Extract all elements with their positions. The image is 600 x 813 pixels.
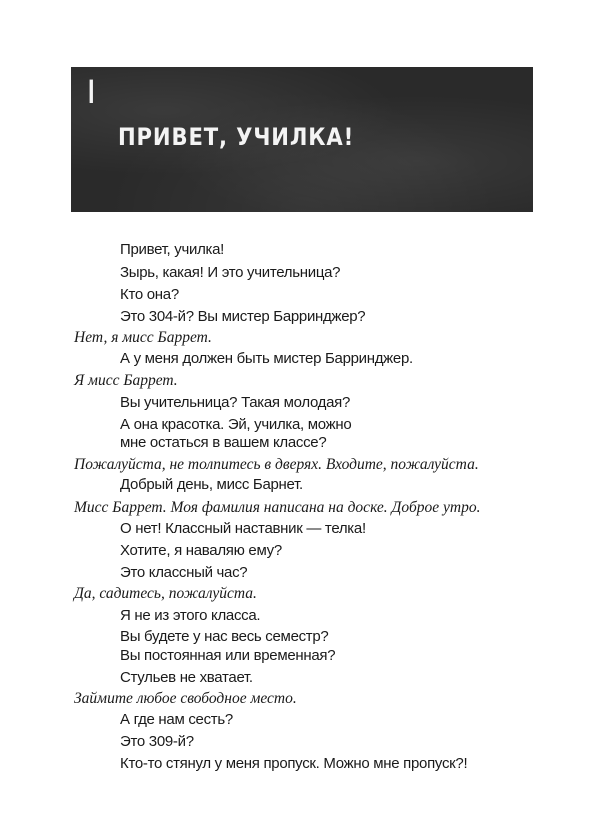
- dialogue-line: Зырь, какая! И это учительница?: [120, 264, 341, 281]
- dialogue-line: Кто она?: [120, 286, 179, 303]
- dialogue-line: Это 309-й?: [120, 733, 194, 750]
- dialogue-line: Привет, училка!: [120, 241, 225, 258]
- dialogue-line: Я не из этого класса.: [120, 607, 261, 624]
- dialogue-line: Да, садитесь, пожалуйста.: [74, 585, 257, 602]
- dialogue-line: А у меня должен быть мистер Барринджер.: [120, 350, 413, 367]
- dialogue-line: Мисс Баррет. Моя фамилия написана на доске. Доброе утро.: [74, 499, 481, 516]
- dialogue-line: О нет! Классный наставник — телка!: [120, 520, 366, 537]
- dialogue-line: Займите любое свободное место.: [74, 690, 297, 707]
- dialogue-line: мне остаться в вашем классе?: [120, 434, 327, 451]
- dialogue-line: Добрый день, мисс Барнет.: [120, 476, 303, 493]
- dialogue-line: Стульев не хватает.: [120, 669, 253, 686]
- dialogue-line: Кто-то стянул у меня пропуск. Можно мне пропуск?!: [120, 755, 468, 772]
- dialogue-line: Я мисс Баррет.: [74, 372, 178, 389]
- dialogue-line: Пожалуйста, не толпитесь в дверях. Входите, пожалуйста.: [74, 456, 479, 473]
- dialogue-line: Нет, я мисс Баррет.: [74, 329, 212, 346]
- dialogue-line: Вы учительница? Такая молодая?: [120, 394, 351, 411]
- dialogue-line: Вы постоянная или временная?: [120, 647, 336, 664]
- dialogue-line: Это 304-й? Вы мистер Барринджер?: [120, 308, 366, 325]
- dialogue-line: А где нам сесть?: [120, 711, 233, 728]
- dialogue-line: Хотите, я наваляю ему?: [120, 542, 282, 559]
- dialogue-line: Вы будете у нас весь семестр?: [120, 628, 329, 645]
- dialogue-line: Это классный час?: [120, 564, 248, 581]
- chapter-number: I: [88, 73, 96, 111]
- dialogue-line: А она красотка. Эй, училка, можно: [120, 416, 352, 433]
- chapter-title: ПРИВЕТ, УЧИЛКА!: [118, 123, 355, 151]
